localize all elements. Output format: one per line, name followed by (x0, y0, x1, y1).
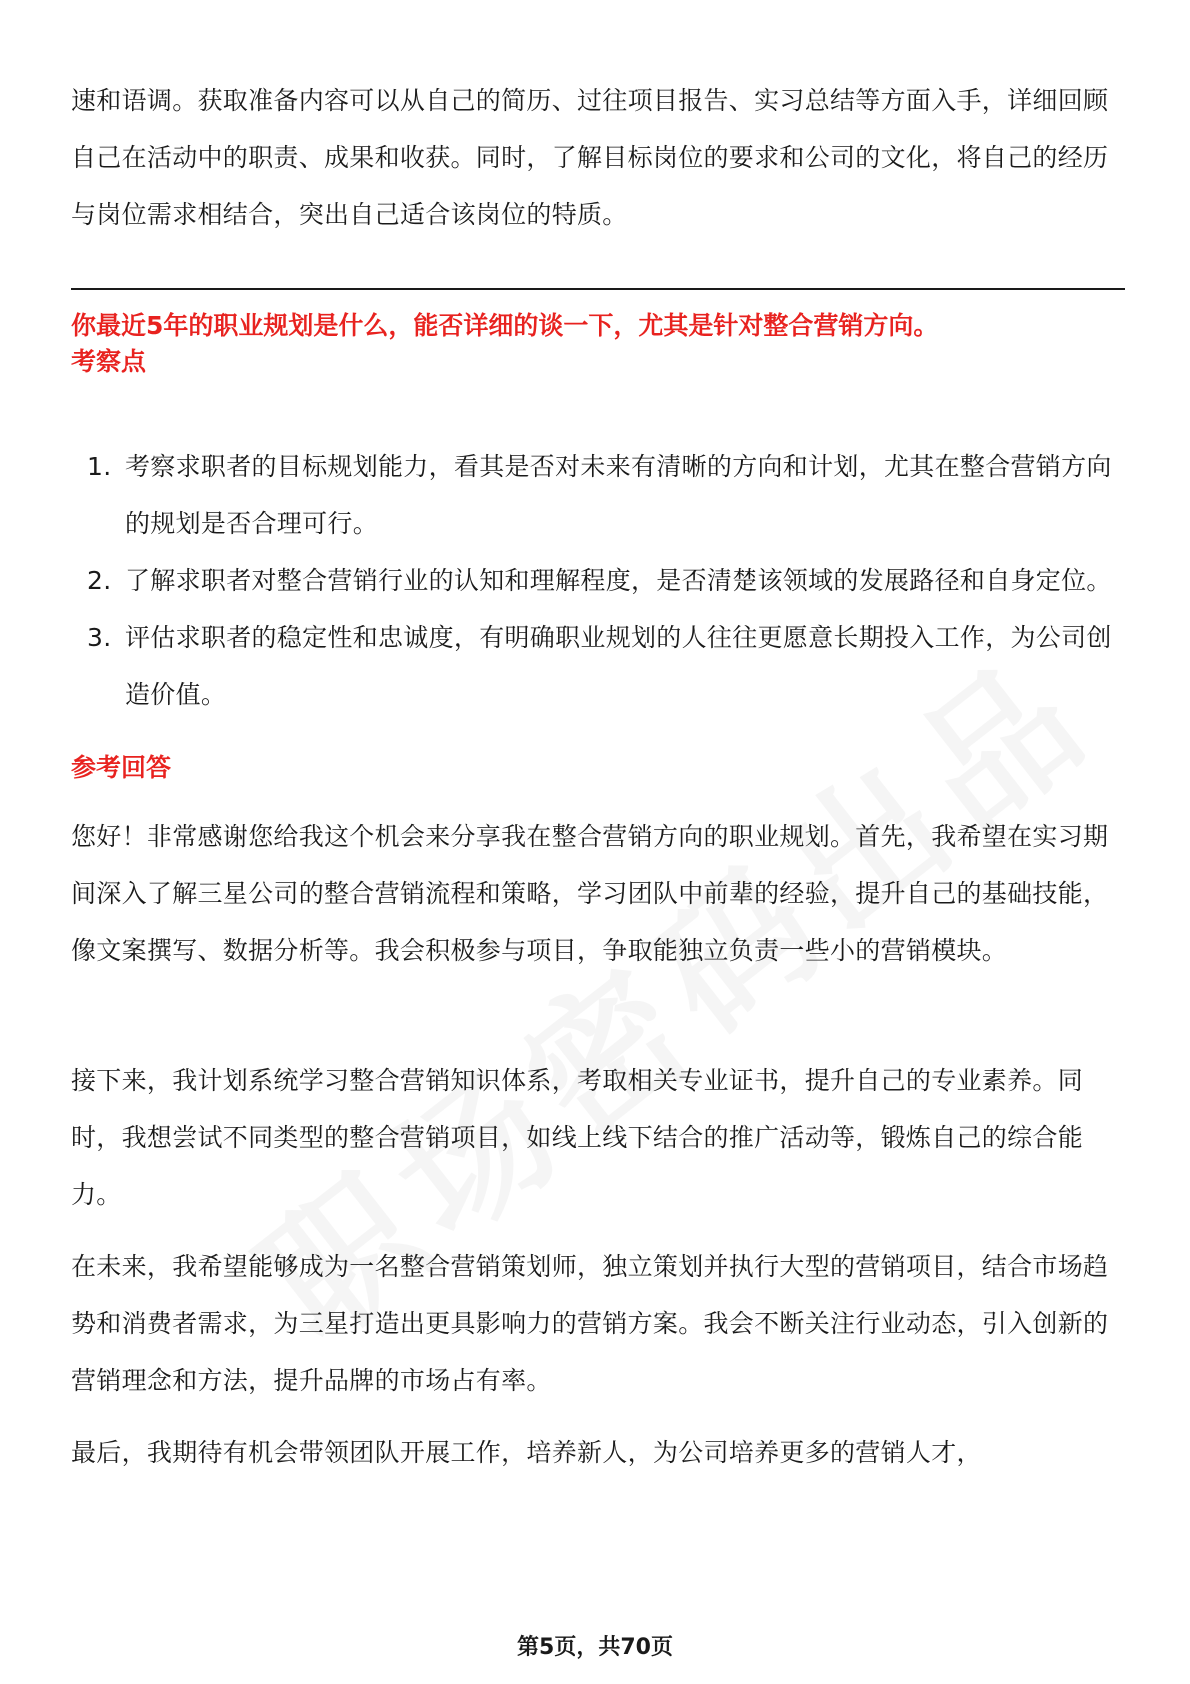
page-number: 第5页，共70页 (517, 1635, 673, 1660)
list-number: 1. (87, 452, 112, 481)
list-item-text: 评估求职者的稳定性和忠诚度，有明确职业规划的人往往更愿意长期投入工作，为公司创造价值。 (125, 623, 1112, 709)
intro-paragraph: 速和语调。获取准备内容可以从自己的简历、过往项目报告、实习总结等方面入手，详细回顾自己在活动中的职责、成果和收获。同时，了解目标岗位的要求和公司的文化，将自己的经历与岗位需求相结合，突出自己适合该岗位的特质。 (71, 86, 1109, 229)
answer-paragraph: 最后，我期待有机会带领团队开展工作，培养新人，为公司培养更多的营销人才， (71, 1438, 982, 1467)
answer-title: 参考回答 (71, 753, 172, 782)
answer-paragraph: 在未来，我希望能够成为一名整合营销策划师，独立策划并执行大型的营销项目，结合市场趋势和消费者需求，为三星打造出更具影响力的营销方案。我会不断关注行业动态，引入创新的营销理念和方法，提升品牌的市场占有率。 (71, 1252, 1109, 1395)
section-divider (71, 288, 1125, 290)
list-item (71, 552, 1131, 609)
list-item-text: 了解求职者对整合营销行业的认知和理解程度，是否清楚该领域的发展路径和自身定位。 (125, 566, 1112, 595)
answer-paragraph: 接下来，我计划系统学习整合营销知识体系，考取相关专业证书，提升自己的专业素养。同时，我想尝试不同类型的整合营销项目，如线上线下结合的推广活动等，锻炼自己的综合能力。 (71, 1066, 1084, 1209)
focus-points-list (71, 438, 1131, 723)
interview-question: 你最近5年的职业规划是什么，能否详细的谈一下，尤其是针对整合营销方向。 (71, 311, 939, 340)
focus-points-title: 考察点 (71, 347, 147, 376)
list-item (71, 609, 1131, 723)
list-number: 3. (87, 623, 112, 652)
answer-paragraph: 您好！非常感谢您给我这个机会来分享我在整合营销方向的职业规划。首先，我希望在实习期间深入了解三星公司的整合营销流程和策略，学习团队中前辈的经验，提升自己的基础技能，像文案撰写、数据分析等。我会积极参与项目，争取能独立负责一些小的营销模块。 (71, 822, 1109, 965)
list-item (71, 438, 1131, 552)
list-number: 2. (87, 566, 112, 595)
list-item-text: 考察求职者的目标规划能力，看其是否对未来有清晰的方向和计划，尤其在整合营销方向的规划是否合理可行。 (125, 452, 1112, 538)
